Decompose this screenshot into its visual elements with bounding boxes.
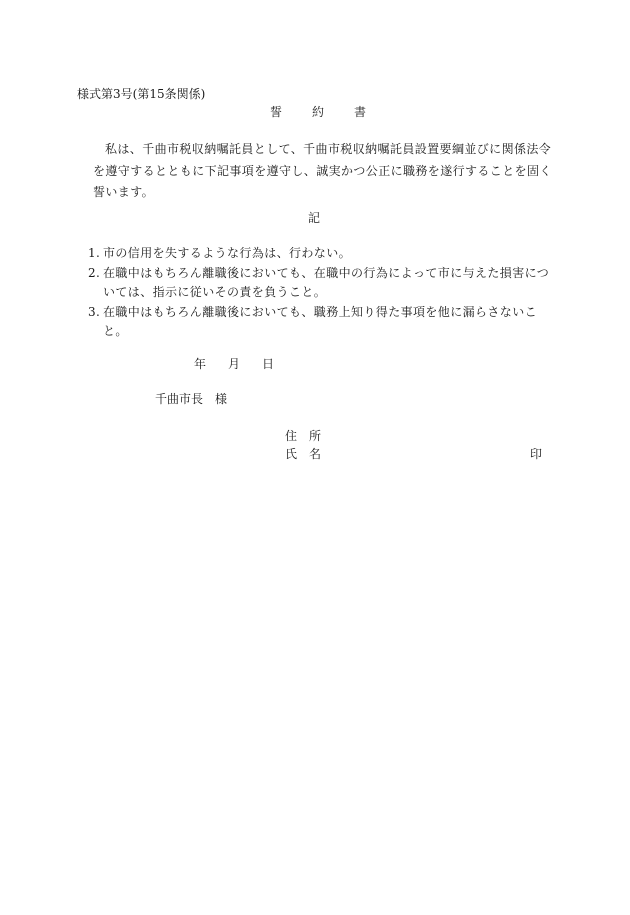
honorific-label: 様 xyxy=(215,392,228,406)
form-number: 様式第3号(第15条関係) xyxy=(77,87,206,101)
title-char-document: 書 xyxy=(354,105,367,119)
item-text: 在職中はもちろん離職後においても、在職中の行為によって市に与えた損害については、指示に従いその責を負うこと。 xyxy=(103,265,550,299)
address-label xyxy=(285,427,321,445)
pledge-list xyxy=(88,244,558,342)
address-char-1: 住 xyxy=(285,429,298,443)
name-char-2: 名 xyxy=(309,447,322,461)
title-char-promise: 約 xyxy=(312,105,325,119)
item-text: 市の信用を失するような行為は、行わない。 xyxy=(103,246,352,260)
addressee xyxy=(155,390,227,408)
list-item xyxy=(88,264,558,303)
list-item xyxy=(88,244,558,264)
name-char-1: 氏 xyxy=(285,447,298,461)
item-number: 2. xyxy=(88,265,101,280)
list-item xyxy=(88,303,558,342)
item-number: 3. xyxy=(88,304,101,319)
ki-heading: 記 xyxy=(308,211,321,225)
title-char-oath: 誓 xyxy=(270,105,283,119)
item-number: 1. xyxy=(88,246,101,260)
day-label: 日 xyxy=(262,357,275,371)
oath-paragraph: 私は、千曲市税収納嘱託員として、千曲市税収納嘱託員設置要綱並びに関係法令を遵守するとともに下記事項を遵守し、誠実かつ公正に職務を遂行することを固く誓います。 xyxy=(93,142,552,199)
date-line xyxy=(194,355,274,373)
month-label: 月 xyxy=(228,357,241,371)
item-text: 在職中はもちろん離職後においても、職務上知り得た事項を他に漏らさないこと。 xyxy=(103,304,538,338)
address-char-2: 所 xyxy=(309,429,322,443)
year-label: 年 xyxy=(194,357,207,371)
name-label xyxy=(285,445,321,463)
city-mayor-label: 千曲市長 xyxy=(155,392,204,406)
seal-label: 印 xyxy=(530,447,543,461)
document-title xyxy=(270,103,366,121)
